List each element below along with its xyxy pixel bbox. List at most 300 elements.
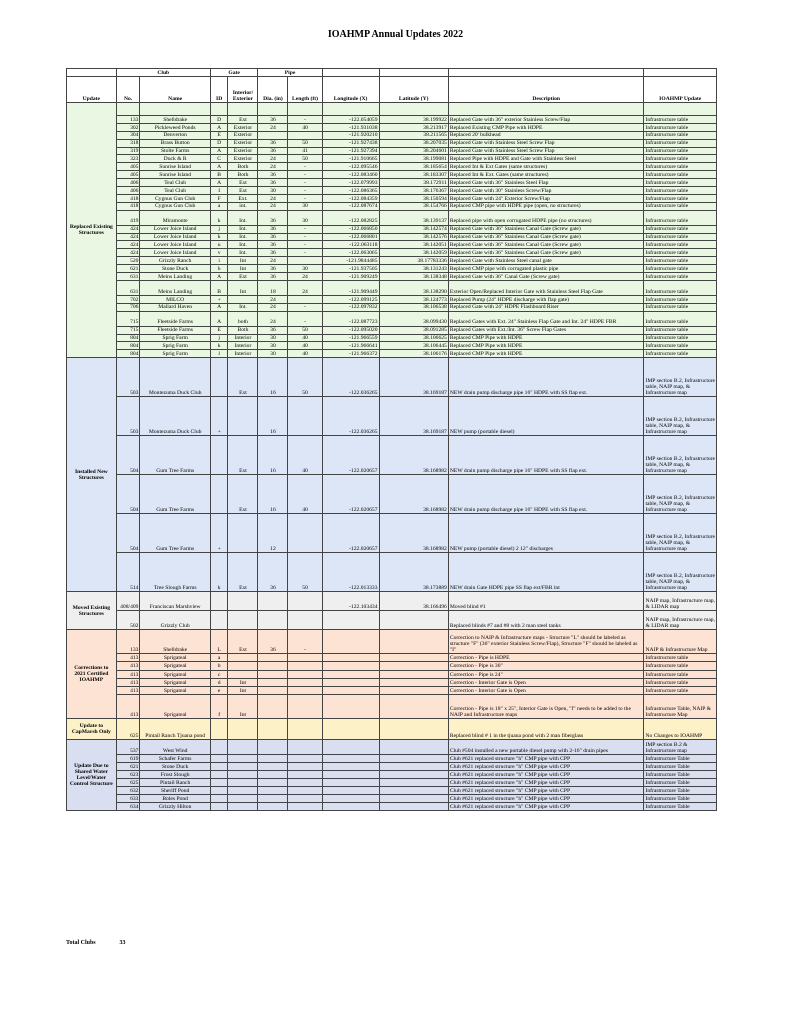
row-ioahmp-update: IMP section B.2, Infrastructure table, NAIP map, & Infrastructure map (644, 397, 717, 436)
row-longitude: -121.931038 (322, 123, 379, 131)
row-dia: 24 (258, 257, 288, 265)
row-dia: 36 (258, 326, 288, 334)
row-int-ext (228, 397, 258, 436)
row-id: C (210, 155, 228, 163)
row-no: 413 (116, 662, 140, 670)
row-description: NEW pump (portable diesel) 2 12" discharges (448, 514, 644, 553)
table-row (67, 763, 717, 771)
row-latitude: 38.207035 (379, 139, 448, 147)
row-no: 715 (116, 326, 140, 334)
row-no: 418 (116, 194, 140, 202)
row-description: Replaced Gate with Stainless Steel canal gate (448, 257, 644, 265)
row-no: 621 (116, 763, 140, 771)
row-latitude (379, 779, 448, 787)
row-id: E (210, 131, 228, 139)
row-name: Miramonte (140, 210, 210, 225)
table-row (67, 436, 717, 475)
row-latitude: 38.176367 (379, 187, 448, 195)
row-int-ext: Ext (228, 358, 258, 397)
row-int-ext: Int. (228, 241, 258, 249)
table-row (67, 350, 717, 358)
row-id (210, 592, 228, 611)
row-no: 424 (116, 233, 140, 241)
row-id: A (210, 147, 228, 155)
row-length (288, 662, 322, 670)
row-description: Correction - Pipe is 18" x 25", Interior Gate is Open, "f" needs to be added to the NAIP and Infrastructure maps (448, 695, 644, 719)
row-ioahmp-update: Infrastructure table (644, 225, 717, 233)
row-dia: 36 (258, 116, 288, 124)
row-name: Shelldrake (140, 116, 210, 124)
row-latitude (379, 795, 448, 803)
row-longitude: -121.966372 (322, 350, 379, 358)
row-name: Sprig Farm (140, 334, 210, 342)
row-description: Replaced Gate with 36" Stainless Canal Gate (Screw gate) (448, 225, 644, 233)
row-latitude (379, 654, 448, 662)
row-name: Meins Landing (140, 280, 210, 295)
row-name: Sprigateal (140, 654, 210, 662)
row-id (210, 763, 228, 771)
row-id: e (210, 687, 228, 695)
row-int-ext (228, 103, 258, 116)
row-int-ext: Exterior (228, 139, 258, 147)
row-ioahmp-update: IMP section B.2, Infrastructure table, NAIP map, & Infrastructure map (644, 514, 717, 553)
row-latitude: 38.106176 (379, 350, 448, 358)
row-description: Replaced Gates with Ext. 24" Stainless Flap Gate and Int. 24" HDPE FBR (448, 311, 644, 326)
row-int-ext (228, 771, 258, 779)
row-longitude: -122.066850 (322, 225, 379, 233)
row-description: Correction - Interior Gate is Open (448, 678, 644, 686)
table-row (67, 358, 717, 397)
row-int-ext (228, 592, 258, 611)
row-id: k (210, 342, 228, 350)
row-no: 715 (116, 311, 140, 326)
row-no: 621 (116, 265, 140, 273)
row-longitude: -122.087723 (322, 311, 379, 326)
row-length: 40 (288, 475, 322, 514)
row-length (288, 719, 322, 740)
row-longitude: -121.927394 (322, 147, 379, 155)
row-longitude: -122.020657 (322, 436, 379, 475)
row-ioahmp-update: Infrastructure table (644, 273, 717, 281)
row-description: Club #504 installed a new portable diesel pump with 2-16" drain pipes (448, 740, 644, 755)
row-no: 504 (116, 514, 140, 553)
row-id: c (210, 670, 228, 678)
row-no: 413 (116, 678, 140, 686)
table-row (67, 475, 717, 514)
table-row (67, 771, 717, 779)
row-length (288, 257, 322, 265)
row-name: Sprigateal (140, 662, 210, 670)
row-longitude: -122.036265 (322, 358, 379, 397)
row-longitude: -122.097832 (322, 303, 379, 311)
row-id: i (210, 257, 228, 265)
row-length (288, 779, 322, 787)
row-int-ext: Ext (228, 553, 258, 592)
row-int-ext: Int (228, 687, 258, 695)
row-description: Replaced Gate with 36" Stainless Canal Gate (Screw gate) (448, 233, 644, 241)
table-row (67, 225, 717, 233)
row-no: 804 (116, 334, 140, 342)
row-dia: 24 (258, 155, 288, 163)
row-longitude (322, 630, 379, 654)
row-name: Sprigateal (140, 670, 210, 678)
row-ioahmp-update: Infrastructure Table (644, 803, 717, 811)
row-description: Club #621 replaced structure "h" CMP pipe with CPP (448, 787, 644, 795)
row-length: - (288, 303, 322, 311)
row-id: f (210, 695, 228, 719)
row-ioahmp-update: Infrastructure Table (644, 771, 717, 779)
row-name: Gum Tree Farms (140, 436, 210, 475)
row-no: 623 (116, 771, 140, 779)
header-no: No. (116, 77, 140, 103)
row-longitude: -121.920210 (322, 131, 379, 139)
row-name: Sprigateal (140, 687, 210, 695)
row-latitude: 38.204601 (379, 147, 448, 155)
row-int-ext (228, 670, 258, 678)
row-name: Shelldrake (140, 630, 210, 654)
row-longitude: -121.937505 (322, 265, 379, 273)
row-id: + (210, 397, 228, 436)
row-int-ext: Ext (228, 273, 258, 281)
row-name: Duck & R (140, 155, 210, 163)
row-description: Replaced Gate with 36" Canal Gate (Screw gate) (448, 273, 644, 281)
row-longitude (322, 771, 379, 779)
row-latitude: 38.131243 (379, 265, 448, 273)
row-longitude (322, 611, 379, 630)
table-row (67, 611, 717, 630)
row-latitude (379, 763, 448, 771)
row-description: NEW drain pump discharge pipe 16" HDPE with SS flap ext. (448, 358, 644, 397)
row-latitude: 38.183307 (379, 171, 448, 179)
row-length: 30 (288, 265, 322, 273)
row-id: L (210, 630, 228, 654)
row-longitude (322, 779, 379, 787)
row-no: 318 (116, 139, 140, 147)
table-row (67, 273, 717, 281)
row-description: Replaced Gate with Stainless Steel Screw Flap (448, 139, 644, 147)
row-length (288, 755, 322, 763)
row-description: Replaced blinds #7 and #8 with 2 man steel tanks (448, 611, 644, 630)
row-dia: 24 (258, 163, 288, 171)
row-no: 323 (116, 155, 140, 163)
row-dia: 30 (258, 187, 288, 195)
row-name: Cygnus Gun Club (140, 194, 210, 202)
row-id: F (210, 194, 228, 202)
table-row (67, 514, 717, 553)
row-dia: 24 (258, 295, 288, 303)
row-description: NEW drain pump discharge pipe 16" HDPE with SS flap ext. (448, 475, 644, 514)
row-length: 40 (288, 350, 322, 358)
row-latitude: 38.168982 (379, 514, 448, 553)
row-ioahmp-update: IMP section B.2, Infrastructure table, NAIP map, & Infrastructure map (644, 358, 717, 397)
table-row (67, 131, 717, 139)
row-int-ext: Ext (228, 116, 258, 124)
row-no (116, 103, 140, 116)
table-row (67, 233, 717, 241)
row-longitude: -121.909449 (322, 280, 379, 295)
row-id: b (210, 662, 228, 670)
row-latitude: 38.142059 (379, 249, 448, 257)
row-no: 419 (116, 210, 140, 225)
row-dia: 18 (258, 280, 288, 295)
table-row (67, 155, 717, 163)
update-category: Replaced Existing Structures (67, 103, 117, 358)
row-ioahmp-update: Infrastructure table (644, 678, 717, 686)
row-ioahmp-update: Infrastructure table (644, 249, 717, 257)
table-row (67, 795, 717, 803)
table-row (67, 662, 717, 670)
row-ioahmp-update: Infrastructure table (644, 670, 717, 678)
row-dia: 30 (258, 342, 288, 350)
row-description: Replaced Gate with 24" HDPE Flashboard Riser (448, 303, 644, 311)
row-longitude: -122.063065 (322, 249, 379, 257)
row-latitude: 38.172911 (379, 179, 448, 187)
row-id: k (210, 210, 228, 225)
row-int-ext (228, 654, 258, 662)
row-latitude: 38.150594 (379, 194, 448, 202)
row-length: - (288, 171, 322, 179)
row-dia: 24 (258, 194, 288, 202)
row-int-ext: Interior (228, 350, 258, 358)
row-ioahmp-update: Infrastructure table (644, 163, 717, 171)
row-latitude (379, 611, 448, 630)
row-ioahmp-update: Infrastructure table (644, 241, 717, 249)
table-body (67, 103, 717, 811)
table-row (67, 311, 717, 326)
header-int-ext: Interior/ Exterior (228, 77, 258, 103)
row-latitude: 38.213917 (379, 123, 448, 131)
row-length (288, 803, 322, 811)
row-description: Replaced Gate with 36" Stainless Canal Gate (Screw gate) (448, 249, 644, 257)
header-name: Name (140, 77, 210, 103)
row-name: MILCO (140, 295, 210, 303)
header-group-pipe: Pipe (258, 69, 322, 77)
header-blank (67, 69, 117, 77)
row-int-ext: Int. (228, 249, 258, 257)
row-int-ext (228, 295, 258, 303)
row-ioahmp-update: Infrastructure table (644, 687, 717, 695)
table-row (67, 303, 717, 311)
row-no: 619 (116, 755, 140, 763)
updates-table (66, 68, 717, 811)
row-int-ext: Exterior (228, 131, 258, 139)
row-longitude: -122.079993 (322, 179, 379, 187)
row-latitude: 38.142051 (379, 241, 448, 249)
row-id: E (210, 326, 228, 334)
row-dia: 36 (258, 249, 288, 257)
row-int-ext: both (228, 311, 258, 326)
row-length (288, 397, 322, 436)
row-dia: 24 (258, 202, 288, 210)
row-description: NEW pump (portable diesel) (448, 397, 644, 436)
row-name: Fleetside Farms (140, 326, 210, 334)
row-latitude: 38.139137 (379, 210, 448, 225)
row-description: Club #621 replaced structure "h" CMP pipe with CPP (448, 771, 644, 779)
row-id (210, 795, 228, 803)
row-dia: 36 (258, 225, 288, 233)
row-no: 514 (116, 553, 140, 592)
row-dia (258, 695, 288, 719)
row-dia (258, 795, 288, 803)
row-length: - (288, 179, 322, 187)
row-id (210, 436, 228, 475)
row-dia: 36 (258, 147, 288, 155)
row-longitude (322, 678, 379, 686)
row-longitude (322, 803, 379, 811)
table-row (67, 265, 717, 273)
row-latitude: 38.199922 (379, 116, 448, 124)
row-dia: 36 (258, 265, 288, 273)
row-dia: 16 (258, 358, 288, 397)
row-description: Replaced CMP Pipe with HDPE (448, 350, 644, 358)
page-title: IOAHMP Annual Updates 2022 (327, 29, 464, 40)
row-int-ext (228, 803, 258, 811)
row-no: 133 (116, 116, 140, 124)
row-int-ext: Int (228, 265, 258, 273)
row-longitude: -121.966641 (322, 342, 379, 350)
row-int-ext: Exterior (228, 147, 258, 155)
table-row (67, 249, 717, 257)
row-no: 302 (116, 123, 140, 131)
row-length: 30 (288, 202, 322, 210)
row-no: 424 (116, 249, 140, 257)
row-longitude (322, 795, 379, 803)
row-longitude: -122.082825 (322, 210, 379, 225)
row-description: Replaced Gate with Stainless Steel Screw Flap (448, 147, 644, 155)
row-no: 413 (116, 670, 140, 678)
row-length: 24 (288, 280, 322, 295)
row-int-ext: Interior (228, 334, 258, 342)
update-category: Installed New Structures (67, 358, 117, 592)
row-length: 50 (288, 155, 322, 163)
row-name: West Wind (140, 740, 210, 755)
row-dia: 36 (258, 179, 288, 187)
row-latitude: 38.173889 (379, 553, 448, 592)
row-dia: 24 (258, 303, 288, 311)
row-int-ext (228, 787, 258, 795)
row-latitude: 38.124773 (379, 295, 448, 303)
row-longitude (322, 662, 379, 670)
row-name: Teal Club (140, 187, 210, 195)
row-dia: 36 (258, 241, 288, 249)
row-no: 804 (116, 350, 140, 358)
row-int-ext: Both (228, 171, 258, 179)
row-latitude: 38.138290 (379, 280, 448, 295)
row-ioahmp-update: IMP section B.2, Infrastructure table, NAIP map, & Infrastructure map (644, 436, 717, 475)
table-row (67, 687, 717, 695)
row-length: 50 (288, 326, 322, 334)
row-id: a (210, 654, 228, 662)
row-no: 502 (116, 611, 140, 630)
row-length: - (288, 630, 322, 654)
row-latitude (379, 787, 448, 795)
row-name: Sunrise Island (140, 163, 210, 171)
row-name: Montezuma Duck Club (140, 358, 210, 397)
row-name: Pintail Ranch (140, 779, 210, 787)
table-row (67, 740, 717, 755)
row-ioahmp-update: Infrastructure table (644, 171, 717, 179)
row-id: I (210, 187, 228, 195)
row-length (288, 787, 322, 795)
row-name: Grizzly Hilton (140, 803, 210, 811)
row-int-ext: Ext (228, 436, 258, 475)
row-dia: 36 (258, 171, 288, 179)
table-row (67, 553, 717, 592)
row-ioahmp-update: Infrastructure table (644, 116, 717, 124)
row-int-ext (228, 763, 258, 771)
row-length: - (288, 249, 322, 257)
row-int-ext: Int (228, 678, 258, 686)
row-int-ext: Ext (228, 475, 258, 514)
row-length: 40 (288, 123, 322, 131)
row-latitude: 38.091285 (379, 326, 448, 334)
row-longitude (322, 687, 379, 695)
table-row (67, 187, 717, 195)
row-ioahmp-update: Infrastructure table (644, 311, 717, 326)
row-latitude: 38.166496 (379, 592, 448, 611)
row-latitude (379, 670, 448, 678)
row-no: 319 (116, 147, 140, 155)
row-latitude: 38.168982 (379, 436, 448, 475)
row-int-ext (228, 662, 258, 670)
row-no: 520 (116, 257, 140, 265)
row-name: Lower Joice Island (140, 241, 210, 249)
row-name: Sprigateal (140, 695, 210, 719)
row-dia (258, 763, 288, 771)
row-description: Exterior Open/Replaced Interior Gate with Stainless Steel Flap Gate (448, 280, 644, 295)
row-description: Replaced Pump (24" HDPE discharge with flap gate) (448, 295, 644, 303)
row-longitude: -122.099125 (322, 295, 379, 303)
row-ioahmp-update: Infrastructure table (644, 334, 717, 342)
header-description: Description (448, 77, 644, 103)
row-latitude: 38.168982 (379, 475, 448, 514)
row-name: Gum Tree Farms (140, 475, 210, 514)
row-name: Stolte Farms (140, 147, 210, 155)
row-name: Grizzly Ranch (140, 257, 210, 265)
table-row (67, 803, 717, 811)
row-name: Sprigateal (140, 678, 210, 686)
row-id (210, 771, 228, 779)
row-length (288, 592, 322, 611)
row-dia: 16 (258, 436, 288, 475)
row-id: + (210, 514, 228, 553)
row-description: Replaced pipe with open corrugated HDPE pipe (no structures) (448, 210, 644, 225)
header-update: Update (67, 77, 117, 103)
row-description: Replaced blind # 1 in the tjuana pond with 2 man fiberglass (448, 719, 644, 740)
row-latitude (379, 771, 448, 779)
row-int-ext (228, 611, 258, 630)
row-id (210, 611, 228, 630)
row-no: 503 (116, 397, 140, 436)
row-description: Replaced Int & Ext. Gates (same structures) (448, 171, 644, 179)
table-row (67, 326, 717, 334)
row-latitude: 38.199081 (379, 155, 448, 163)
row-no: 418 (116, 202, 140, 210)
row-no: 413 (116, 654, 140, 662)
row-ioahmp-update: Infrastructure table (644, 155, 717, 163)
table-row (67, 670, 717, 678)
row-no: 634 (116, 803, 140, 811)
table-row (67, 171, 717, 179)
row-ioahmp-update: Infrastructure table (644, 131, 717, 139)
row-ioahmp-update: Infrastructure table (644, 187, 717, 195)
table-row (67, 779, 717, 787)
row-latitude: 38.154766 (379, 202, 448, 210)
row-dia (258, 611, 288, 630)
table-row (67, 342, 717, 350)
table-row (67, 179, 717, 187)
header-group-club: Club (116, 69, 210, 77)
